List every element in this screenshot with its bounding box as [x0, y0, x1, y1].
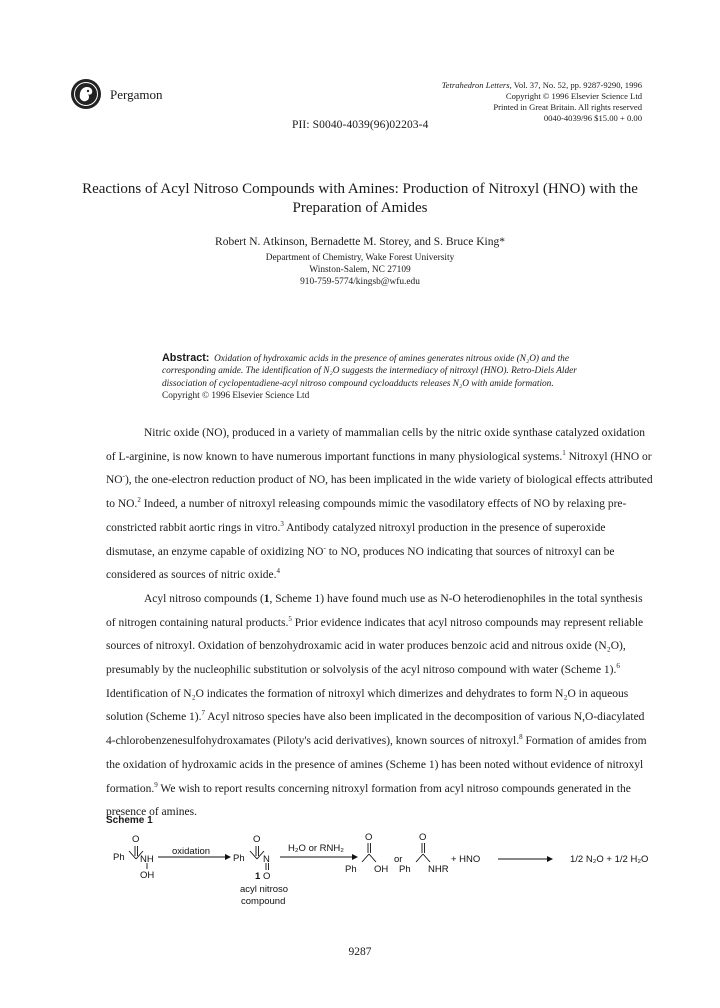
arrow-head [225, 854, 231, 860]
affiliation-line: Winston-Salem, NC 27109 [309, 265, 411, 275]
abstract [162, 352, 582, 402]
arrow-head [352, 854, 358, 860]
citation-ref: 3 [280, 519, 284, 528]
text-run: Indeed, a number of nitroxyl releasing compounds mimic the vasodilatory effects of NO by relaxing pre-constricted rabbit aortic rings in vitro. [106, 498, 627, 534]
publisher-name: Pergamon [110, 87, 163, 102]
oxygen-label: O [365, 832, 373, 843]
nitrogen-label: N [263, 854, 270, 865]
superscript: - [323, 543, 326, 552]
compound-ref: 1 [263, 592, 270, 605]
oxygen-label: O [253, 834, 261, 845]
oxygen-label: O [419, 832, 427, 843]
products-label: 1/2 N₂O + 1/2 H₂O [570, 854, 649, 865]
abstract-label: Abstract: [162, 352, 210, 364]
oxygen-label: O [263, 871, 271, 882]
citation-ref: 4 [276, 567, 281, 576]
hno-label: + HNO [451, 854, 481, 865]
text-run: ), the one-electron reduction product of NO, has been implicated in the wide variety of biological effects attributed to NO. [106, 474, 653, 511]
oxidation-label: oxidation [172, 846, 211, 857]
citation-ref: 5 [288, 614, 292, 623]
citation-block [382, 80, 642, 124]
authors: Robert N. Atkinson, Bernadette M. Storey, and S. Bruce King* [215, 236, 505, 248]
citation-ref: 8 [519, 733, 523, 742]
page-number: 9287 [348, 946, 372, 958]
copyright-line: Copyright © 1996 Elsevier Science Ltd [505, 91, 642, 101]
body-text [106, 422, 654, 825]
hydroxyl-label: OH [374, 864, 389, 875]
scheme-label: Scheme 1 [106, 815, 153, 826]
citation-ref: 7 [201, 709, 205, 718]
arrows [158, 854, 553, 862]
scheme-1-diagram [100, 826, 680, 926]
text-run: We wish to report results concerning nitroxyl formation from acyl nitroso compounds generated in the presence of amines. [106, 782, 631, 819]
phenyl-label: Ph [113, 852, 125, 863]
printed-line: Printed in Great Britain. All rights reserved [493, 102, 642, 112]
arrow-head [547, 856, 553, 862]
affiliation-line: 910-759-5774/kingsb@wfu.edu [300, 277, 420, 287]
text-run: Nitric oxide (NO), produced in a variety of mammalian cells by the nitric oxide synthase catalyzed oxidation of L-arginine, is now known to have numerous important functions in many physiological systems. [106, 427, 646, 463]
superscript: - [122, 472, 125, 481]
citation-ref: 6 [616, 662, 620, 671]
article-title [70, 180, 650, 218]
text-run: Prior evidence indicates that acyl nitroso compounds may represent reliable sources of nitroxyl. Oxidation of benzohydroxamic acid in water produces benzoic acid and nitrous oxide (N₂O), presumably by the nucleophilic substitution or solvolysis of the acyl nitroso compound with water (Scheme 1). [106, 616, 644, 677]
affiliation [70, 252, 650, 288]
text-run: Nitroxyl (HNO or NO [106, 450, 652, 487]
journal-name: Tetrahedron Letters [441, 80, 510, 90]
title-line-1: Reactions of Acyl Nitroso Compounds with Amines: Production of Nitroxyl (HNO) with the [82, 181, 638, 197]
text-run: Acyl nitroso compounds ( [144, 592, 264, 605]
paragraph [106, 422, 654, 588]
pii: PII: S0040-4039(96)02203-4 [292, 119, 429, 131]
nhr-label: NHR [428, 864, 449, 875]
citation-ref: 1 [562, 448, 566, 457]
compound-number: 1 [255, 871, 261, 882]
text-run: Acyl nitroso species have also been implicated in the decomposition of various N,O-diacylated 4-chlorobenzenesulfohydroxamates (Piloty's acid derivatives), known sources of nitroxyl. [106, 711, 645, 748]
hydroxyl-label: OH [140, 870, 155, 881]
abstract-text: Oxidation of hydroxamic acids in the presence of amines generates nitrous oxide (N₂O) and the corresponding amide. The identification of N₂O suggests the intermediacy of nitroxyl (HNO). Retro-Diels Alder dissociation of cyclopentadiene-acyl nitroso compound cycloadducts releases N₂O with amide formation. [162, 354, 577, 389]
title-line-2: Preparation of Amides [292, 200, 428, 216]
text-run: Antibody catalyzed nitroxyl production in the presence of superoxide dismutase, an enzyme capable of oxidizing NO [106, 521, 606, 558]
phenyl-label: Ph [233, 853, 245, 864]
caption-line: compound [241, 896, 286, 907]
oxygen-label: O [132, 834, 140, 845]
or-label: or [394, 854, 403, 865]
abstract-copyright: Copyright © 1996 Elsevier Science Ltd [162, 390, 310, 401]
text-run: , Scheme 1) have found much use as N-O heterodienophiles in the total synthesis of nitrogen containing natural products. [106, 592, 643, 629]
citation: , Vol. 37, No. 52, pp. 9287-9290, 1996 [509, 80, 642, 90]
text-run: to NO, produces NO indicating that sources of nitroxyl can be considered as sources of nitric oxide. [106, 545, 615, 582]
nh-label: NH [140, 854, 154, 865]
phenyl-label: Ph [399, 864, 411, 875]
paragraph [106, 588, 654, 825]
affiliation-line: Department of Chemistry, Wake Forest University [265, 253, 455, 263]
text-run: Formation of amides from the oxidation of hydroxamic acids in the presence of amines (Scheme 1) has been noted without evidence of nitroxyl formation. [106, 735, 647, 795]
citation-ref: 9 [154, 780, 158, 789]
citation-ref: 2 [137, 496, 141, 505]
reagent-label: H₂O or RNH₂ [288, 843, 344, 854]
phenyl-label: Ph [345, 864, 357, 875]
pergamon-logo [70, 78, 102, 110]
caption-line: acyl nitroso [240, 884, 289, 895]
text-run: Identification of N₂O indicates the formation of nitroxyl which dimerizes and dehydrates to form N₂O in aqueous solution (Scheme 1). [106, 687, 629, 724]
price-line: 0040-4039/96 $15.00 + 0.00 [543, 113, 642, 123]
